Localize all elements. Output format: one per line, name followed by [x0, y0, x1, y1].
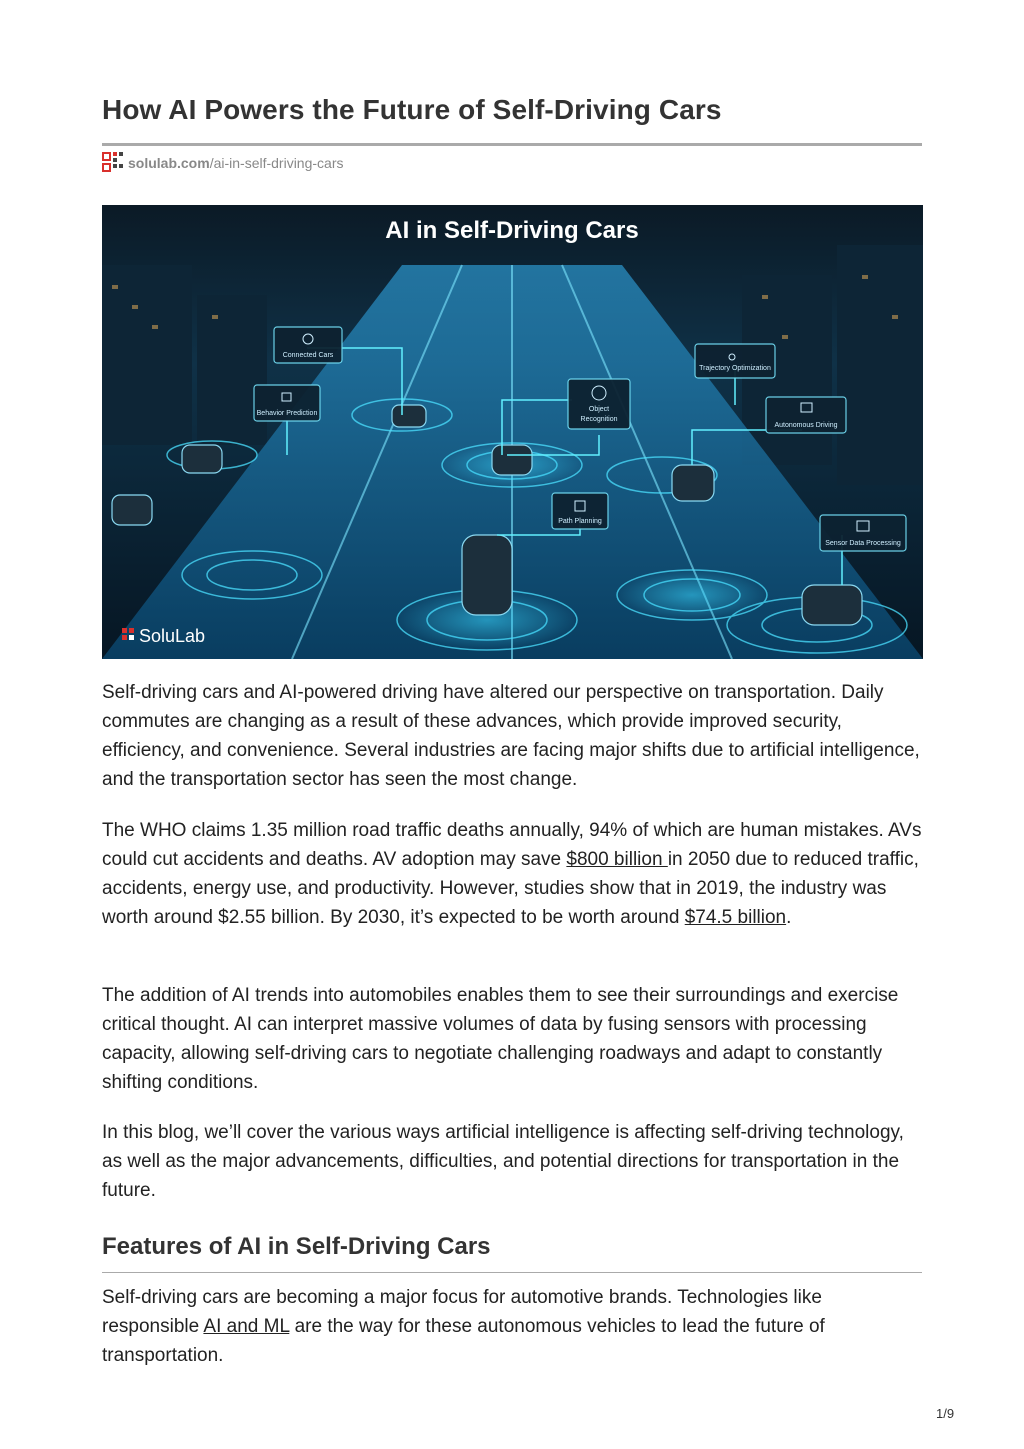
label-path-planning: Path Planning: [558, 518, 602, 525]
label-trajectory-optimization: Trajectory Optimization: [699, 365, 771, 372]
label-behavior-prediction: Behavior Prediction: [256, 410, 318, 417]
page-number: 1/9: [936, 1406, 955, 1421]
label-object-recognition-2: Recognition: [580, 416, 618, 423]
source-path[interactable]: /ai-in-self-driving-cars: [209, 155, 344, 171]
link-74-5-billion[interactable]: $74.5 billion: [684, 907, 787, 928]
title-divider: [102, 143, 922, 146]
label-connected-cars: Connected Cars: [282, 352, 334, 359]
hero-brand: SoluLab: [139, 626, 206, 646]
section-heading: Features of AI in Self-Driving Cars: [102, 1233, 491, 1260]
link-ai-and-ml[interactable]: AI and ML: [203, 1316, 290, 1337]
solulab-logo-icon: [102, 152, 124, 174]
source-domain[interactable]: solulab.com: [128, 155, 210, 171]
label-autonomous-driving: Autonomous Driving: [774, 422, 838, 429]
features-paragraph: Self-driving cars are becoming a major focus for automotive brands. Technologies like responsible AI and ML are the way for these autonomous vehicles to lead the future of transportation.: [102, 1287, 825, 1366]
hero-heading: AI in Self-Driving Cars: [385, 217, 639, 244]
label-sensor-data-processing: Sensor Data Processing: [825, 540, 901, 547]
ai-trends-paragraph: The addition of AI trends into automobiles enables them to see their surroundings and exercise critical thought. AI can interpret massive volumes of data by fusing sensors with processing capacity, allowing self-driving cars to negotiate challenging roadways and adapt to constantly shifting conditions.: [102, 985, 899, 1093]
link-800-billion[interactable]: $800 billion: [566, 849, 668, 870]
intro-paragraph: Self-driving cars and AI-powered driving have altered our perspective on transportation. Daily commutes are changing as a result of these advances, which provide improved security, efficiency, and convenience. Several industries are facing major shifts due to artificial intelligence, and the transportation sector has seen the most change.: [102, 682, 920, 790]
section-divider: [102, 1272, 922, 1273]
hero-illustration: [102, 205, 923, 659]
source-link[interactable]: [102, 152, 344, 174]
blog-overview-paragraph: In this blog, we’ll cover the various ways artificial intelligence is affecting self-driving technology, as well as the major advancements, difficulties, and potential directions for transportation in the future.: [102, 1122, 904, 1201]
statistics-paragraph: The WHO claims 1.35 million road traffic deaths annually, 94% of which are human mistakes. AVs could cut accidents and deaths. AV adoption may save $800 billion in 2050 due to reduced traffic, accidents, energy use, and productivity. However, studies show that in 2019, the industry was worth around $2.55 billion. By 2030, it’s expected to be worth around $74.5 billion.: [102, 820, 922, 928]
article-title: How AI Powers the Future of Self-Driving Cars: [102, 94, 722, 125]
label-object-recognition-1: Object: [588, 406, 610, 413]
